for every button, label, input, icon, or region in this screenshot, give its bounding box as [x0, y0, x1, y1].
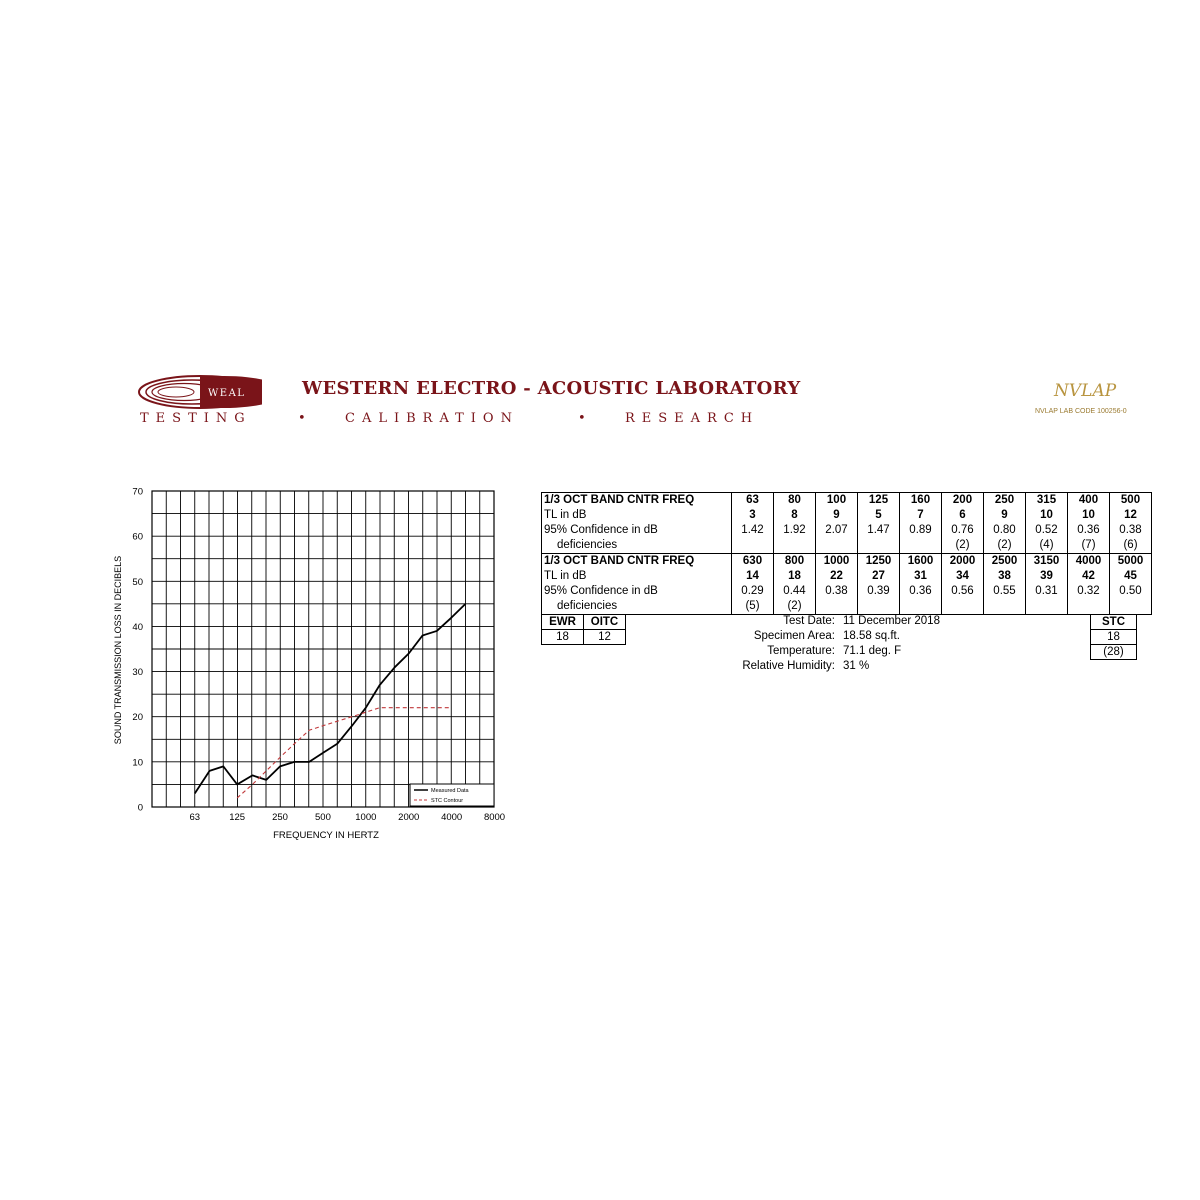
confidence-row-cell: 1.47	[858, 523, 900, 538]
deficiency-row-cell	[816, 599, 858, 615]
freq-row-cell: 160	[900, 493, 942, 509]
y-tick-label: 70	[132, 486, 143, 498]
tl-data-table	[541, 492, 1152, 615]
y-tick-label: 10	[132, 757, 143, 769]
freq-row-cell: 100	[816, 493, 858, 509]
weal-logo-text: WEAL	[208, 388, 246, 399]
freq-row-label: 1/3 OCT BAND CNTR FREQ	[542, 554, 732, 570]
freq-row-label: 1/3 OCT BAND CNTR FREQ	[542, 493, 732, 509]
tl-row	[542, 508, 1152, 523]
tl-row-cell: 5	[858, 508, 900, 523]
deficiency-row-label: deficiencies	[557, 539, 618, 551]
freq-row-cell: 125	[858, 493, 900, 509]
stc-box	[1090, 614, 1137, 660]
confidence-row	[542, 584, 1152, 599]
chart-y-axis-label: SOUND TRANSMISSION LOSS IN DECIBELS	[113, 555, 123, 745]
temperature-label: Temperature:	[767, 645, 835, 657]
y-tick-label: 0	[137, 802, 143, 814]
confidence-row-label: 95% Confidence in dB	[544, 524, 658, 536]
y-tick-label: 20	[132, 712, 143, 724]
confidence-row-cell: 0.55	[984, 584, 1026, 599]
tl-row-label: TL in dB	[544, 509, 587, 521]
tl-row-cell: 42	[1068, 569, 1110, 584]
tl-row-cell: 12	[1110, 508, 1152, 523]
freq-row-cell: 5000	[1110, 554, 1152, 570]
tl-row-label: TL in dB	[544, 570, 587, 582]
tl-row-cell: 14	[732, 569, 774, 584]
freq-row-cell: 63	[732, 493, 774, 509]
y-tick-label: 60	[132, 531, 143, 543]
deficiency-row-cell: (2)	[942, 538, 984, 554]
deficiency-row-cell: (7)	[1068, 538, 1110, 554]
confidence-row-cell: 0.76	[942, 523, 984, 538]
deficiency-row-cell	[816, 538, 858, 554]
ewr-oitc-box	[541, 614, 626, 645]
chart-grid	[152, 491, 494, 807]
x-tick-label: 2000	[398, 812, 420, 823]
freq-row	[542, 493, 1152, 509]
chart-x-axis-label: FREQUENCY IN HERTZ	[273, 830, 379, 841]
freq-row-cell: 1600	[900, 554, 942, 570]
freq-row-cell: 200	[942, 493, 984, 509]
nvlap-logo: NVLAP	[1054, 381, 1117, 401]
freq-row-cell: 315	[1026, 493, 1068, 509]
tl-row-cell: 10	[1026, 508, 1068, 523]
oitc-label: OITC	[584, 615, 626, 630]
specimen-area-label: Specimen Area:	[753, 630, 835, 642]
freq-row-cell: 3150	[1026, 554, 1068, 570]
tagline-calibration: CALIBRATION	[345, 411, 519, 426]
chart-legend	[410, 784, 494, 806]
stc-label: STC	[1091, 615, 1137, 630]
ewr-value: 18	[542, 630, 584, 645]
table-block-low	[542, 493, 1152, 554]
y-tick-label: 40	[132, 621, 143, 633]
freq-row-cell: 500	[1110, 493, 1152, 509]
confidence-row-cell: 1.42	[732, 523, 774, 538]
confidence-row-cell: 0.36	[1068, 523, 1110, 538]
deficiency-row-label: deficiencies	[557, 600, 618, 612]
x-tick-label: 8000	[483, 812, 506, 823]
confidence-row-cell: 0.56	[942, 584, 984, 599]
stc-value: 18	[1091, 630, 1137, 645]
freq-row-cell: 2500	[984, 554, 1026, 570]
measured-data-line	[195, 604, 466, 794]
deficiency-row-cell: (6)	[1110, 538, 1152, 554]
tagline-bullet-1: •	[298, 411, 306, 426]
deficiency-row-cell	[858, 538, 900, 554]
tl-row-cell: 27	[858, 569, 900, 584]
deficiency-row-cell	[1110, 599, 1152, 615]
deficiency-row-cell	[942, 599, 984, 615]
x-tick-label: 1000	[355, 812, 377, 823]
freq-row-cell: 4000	[1068, 554, 1110, 570]
legend-measured-label: Measured Data	[431, 788, 469, 794]
deficiency-row-cell	[1026, 599, 1068, 615]
confidence-row-cell: 0.31	[1026, 584, 1068, 599]
y-tick-label: 30	[132, 667, 143, 679]
deficiency-row	[542, 538, 1152, 554]
deficiency-row-cell	[858, 599, 900, 615]
deficiency-row-cell: (2)	[774, 599, 816, 615]
specimen-area-value: 18.58 sq.ft.	[843, 630, 900, 642]
freq-row-cell: 1250	[858, 554, 900, 570]
confidence-row-cell: 0.89	[900, 523, 942, 538]
confidence-row-cell: 0.38	[1110, 523, 1152, 538]
x-tick-label: 63	[189, 812, 201, 823]
legend-stc-label: STC Contour	[431, 798, 464, 804]
nvlap-lab-code: NVLAP LAB CODE 100256-0	[1035, 408, 1127, 415]
tl-row-cell: 3	[732, 508, 774, 523]
confidence-row-cell: 0.32	[1068, 584, 1110, 599]
deficiency-row-cell: (2)	[984, 538, 1026, 554]
humidity-value: 31 %	[843, 660, 870, 672]
tl-row-cell: 9	[984, 508, 1026, 523]
tl-row-cell: 45	[1110, 569, 1152, 584]
deficiency-row-cell	[900, 599, 942, 615]
confidence-row-cell: 0.80	[984, 523, 1026, 538]
temperature-value: 71.1 deg. F	[843, 645, 902, 657]
tl-row-cell: 8	[774, 508, 816, 523]
x-tick-label: 4000	[441, 812, 463, 823]
test-date-value: 11 December 2018	[843, 615, 940, 627]
confidence-row-cell: 0.36	[900, 584, 942, 599]
freq-row-cell: 2000	[942, 554, 984, 570]
deficiency-row-cell	[1068, 599, 1110, 615]
tl-row-cell: 10	[1068, 508, 1110, 523]
stc-total-deficiency: (28)	[1091, 645, 1137, 660]
confidence-row-cell: 1.92	[774, 523, 816, 538]
test-date-label: Test Date:	[783, 615, 835, 627]
freq-row-cell: 1000	[816, 554, 858, 570]
oitc-value: 12	[584, 630, 626, 645]
x-tick-label: 500	[315, 812, 331, 823]
freq-row-cell: 630	[732, 554, 774, 570]
confidence-row	[542, 523, 1152, 538]
ewr-label: EWR	[542, 615, 584, 630]
deficiency-row	[542, 599, 1152, 615]
tagline-testing: TESTING	[140, 411, 252, 426]
tl-row-cell: 39	[1026, 569, 1068, 584]
tl-row-cell: 31	[900, 569, 942, 584]
y-tick-label: 50	[132, 576, 143, 588]
deficiency-row-cell	[774, 538, 816, 554]
tl-row-cell: 18	[774, 569, 816, 584]
x-tick-label: 125	[229, 812, 246, 823]
tl-row-cell: 6	[942, 508, 984, 523]
table-block-high	[542, 554, 1152, 615]
humidity-label: Relative Humidity:	[742, 660, 835, 672]
deficiency-row-cell	[732, 538, 774, 554]
freq-row-cell: 80	[774, 493, 816, 509]
confidence-row-cell: 0.52	[1026, 523, 1068, 538]
freq-row-cell: 400	[1068, 493, 1110, 509]
deficiency-row-cell	[900, 538, 942, 554]
chart-series	[195, 604, 466, 798]
tagline-research: RESEARCH	[625, 411, 760, 426]
confidence-row-label: 95% Confidence in dB	[544, 585, 658, 597]
lab-name: WESTERN ELECTRO - ACOUSTIC LABORATORY	[302, 378, 801, 399]
confidence-row-cell: 2.07	[816, 523, 858, 538]
tl-row-cell: 38	[984, 569, 1026, 584]
confidence-row-cell: 0.38	[816, 584, 858, 599]
freq-row-cell: 800	[774, 554, 816, 570]
chart-tick-labels	[132, 487, 505, 824]
freq-row-cell: 250	[984, 493, 1026, 509]
confidence-row-cell: 0.29	[732, 584, 774, 599]
tl-row-cell: 22	[816, 569, 858, 584]
freq-row	[542, 554, 1152, 570]
deficiency-row-cell	[984, 599, 1026, 615]
deficiency-row-cell: (4)	[1026, 538, 1068, 554]
x-tick-label: 250	[272, 812, 288, 823]
tl-row	[542, 569, 1152, 584]
tl-row-cell: 7	[900, 508, 942, 523]
tl-row-cell: 9	[816, 508, 858, 523]
deficiency-row-cell: (5)	[732, 599, 774, 615]
confidence-row-cell: 0.44	[774, 584, 816, 599]
tagline-bullet-2: •	[578, 411, 586, 426]
confidence-row-cell: 0.50	[1110, 584, 1152, 599]
confidence-row-cell: 0.39	[858, 584, 900, 599]
tl-row-cell: 34	[942, 569, 984, 584]
